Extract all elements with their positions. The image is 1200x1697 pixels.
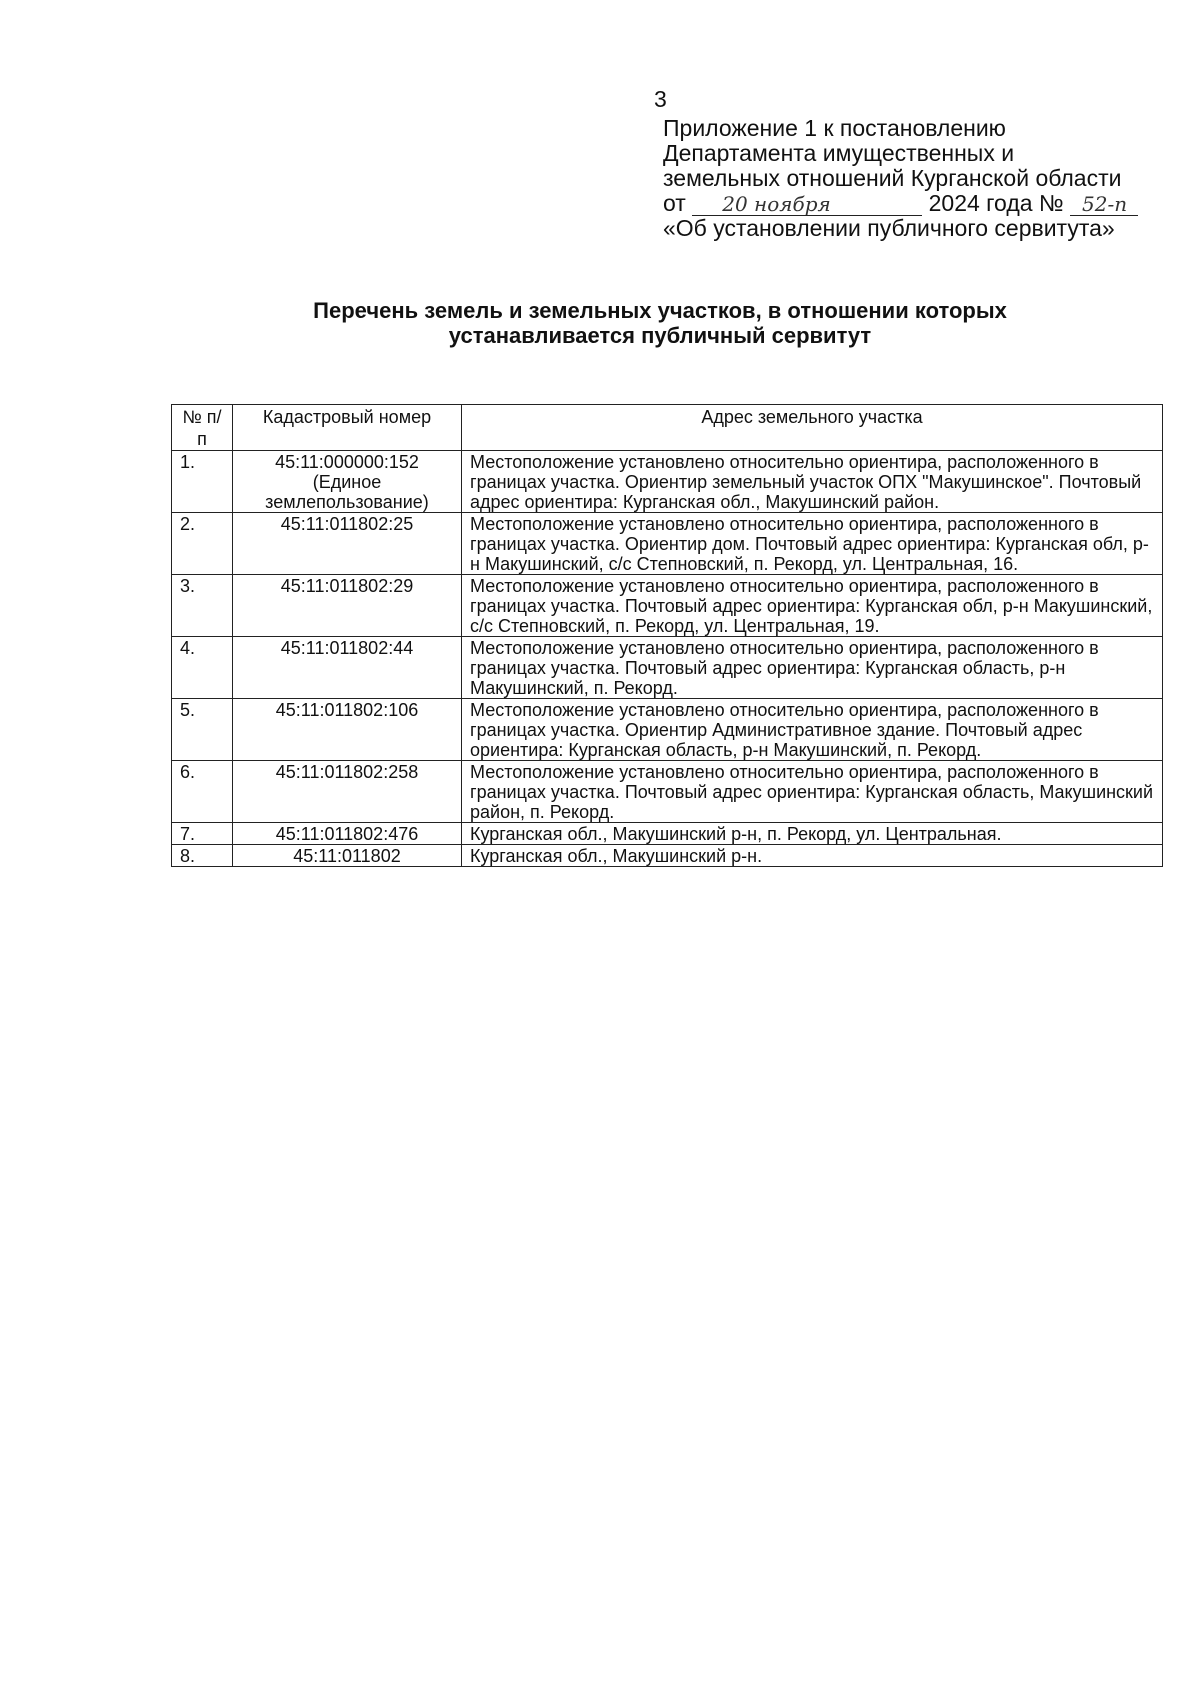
document-title-line-2: устанавливается публичный сервитут: [448, 323, 872, 348]
row-number: 2.: [172, 513, 233, 575]
appendix-header: [663, 116, 1183, 241]
appendix-line-5: «Об установлении публичного сервитута»: [663, 215, 1115, 241]
document-title: [160, 298, 1160, 348]
row-address: Местоположение установлено относительно ориентира, расположенного в границах участка. Ориентир Административное здание. Почтовый адрес ориентира: Курганская область, р-н Макушинский, п. Рекорд.: [462, 699, 1163, 761]
appendix-from-label: от: [663, 190, 686, 216]
appendix-line-2: Департамента имущественных и: [663, 140, 1015, 166]
row-cadastral: 45:11:011802: [233, 845, 462, 867]
handwritten-number: 52-п: [1070, 193, 1138, 216]
appendix-line-4: [663, 191, 1183, 216]
row-cadastral: 45:11:000000:152 (Единое землепользование): [233, 451, 462, 513]
row-number: 4.: [172, 637, 233, 699]
header-address: Адрес земельного участка: [462, 405, 1163, 451]
table-row: [172, 513, 1163, 575]
row-number: 7.: [172, 823, 233, 845]
row-number: 3.: [172, 575, 233, 637]
table-row: [172, 575, 1163, 637]
document-title-line-1: Перечень земель и земельных участков, в отношении которых: [313, 298, 1007, 323]
page-number: 3: [654, 86, 667, 112]
table-row: [172, 845, 1163, 867]
appendix-line-1: Приложение 1 к постановлению: [663, 115, 1006, 141]
row-cadastral: 45:11:011802:44: [233, 637, 462, 699]
header-cadastral: Кадастровый номер: [233, 405, 462, 451]
row-address: Местоположение установлено относительно ориентира, расположенного в границах участка. Почтовый адрес ориентира: Курганская область, р-н Макушинский, п. Рекорд.: [462, 637, 1163, 699]
land-plots-table: [171, 404, 1163, 867]
row-address: Местоположение установлено относительно ориентира, расположенного в границах участка. Почтовый адрес ориентира: Курганская область, Макушинский район, п. Рекорд.: [462, 761, 1163, 823]
row-address: Местоположение установлено относительно ориентира, расположенного в границах участка. Ориентир земельный участок ОПХ "Макушинское". Почтовый адрес ориентира: Курганская обл., Макушинский район.: [462, 451, 1163, 513]
table-header-row: [172, 405, 1163, 451]
row-cadastral: 45:11:011802:106: [233, 699, 462, 761]
row-address: Местоположение установлено относительно ориентира, расположенного в границах участка. Почтовый адрес ориентира: Курганская обл, р-н Макушинский, с/с Степновский, п. Рекорд, ул. Центральная, 19.: [462, 575, 1163, 637]
row-address: Местоположение установлено относительно ориентира, расположенного в границах участка. Ориентир дом. Почтовый адрес ориентира: Курганская обл, р-н Макушинский, с/с Степновский, п. Рекорд, ул. Центральная, 16.: [462, 513, 1163, 575]
row-cadastral: 45:11:011802:258: [233, 761, 462, 823]
row-number: 6.: [172, 761, 233, 823]
row-address: Курганская обл., Макушинский р-н.: [462, 845, 1163, 867]
row-address: Курганская обл., Макушинский р-н, п. Рекорд, ул. Центральная.: [462, 823, 1163, 845]
row-number: 8.: [172, 845, 233, 867]
table-row: [172, 699, 1163, 761]
row-number: 5.: [172, 699, 233, 761]
row-cadastral: 45:11:011802:29: [233, 575, 462, 637]
table-row: [172, 637, 1163, 699]
header-number: № п/п: [172, 405, 233, 451]
table-row: [172, 451, 1163, 513]
appendix-year-label: 2024 года №: [928, 190, 1064, 216]
row-cadastral: 45:11:011802:25: [233, 513, 462, 575]
appendix-line-3: земельных отношений Курганской области: [663, 165, 1122, 191]
row-cadastral: 45:11:011802:476: [233, 823, 462, 845]
table-row: [172, 823, 1163, 845]
row-number: 1.: [172, 451, 233, 513]
table-row: [172, 761, 1163, 823]
handwritten-date: 20 ноября: [692, 193, 922, 216]
